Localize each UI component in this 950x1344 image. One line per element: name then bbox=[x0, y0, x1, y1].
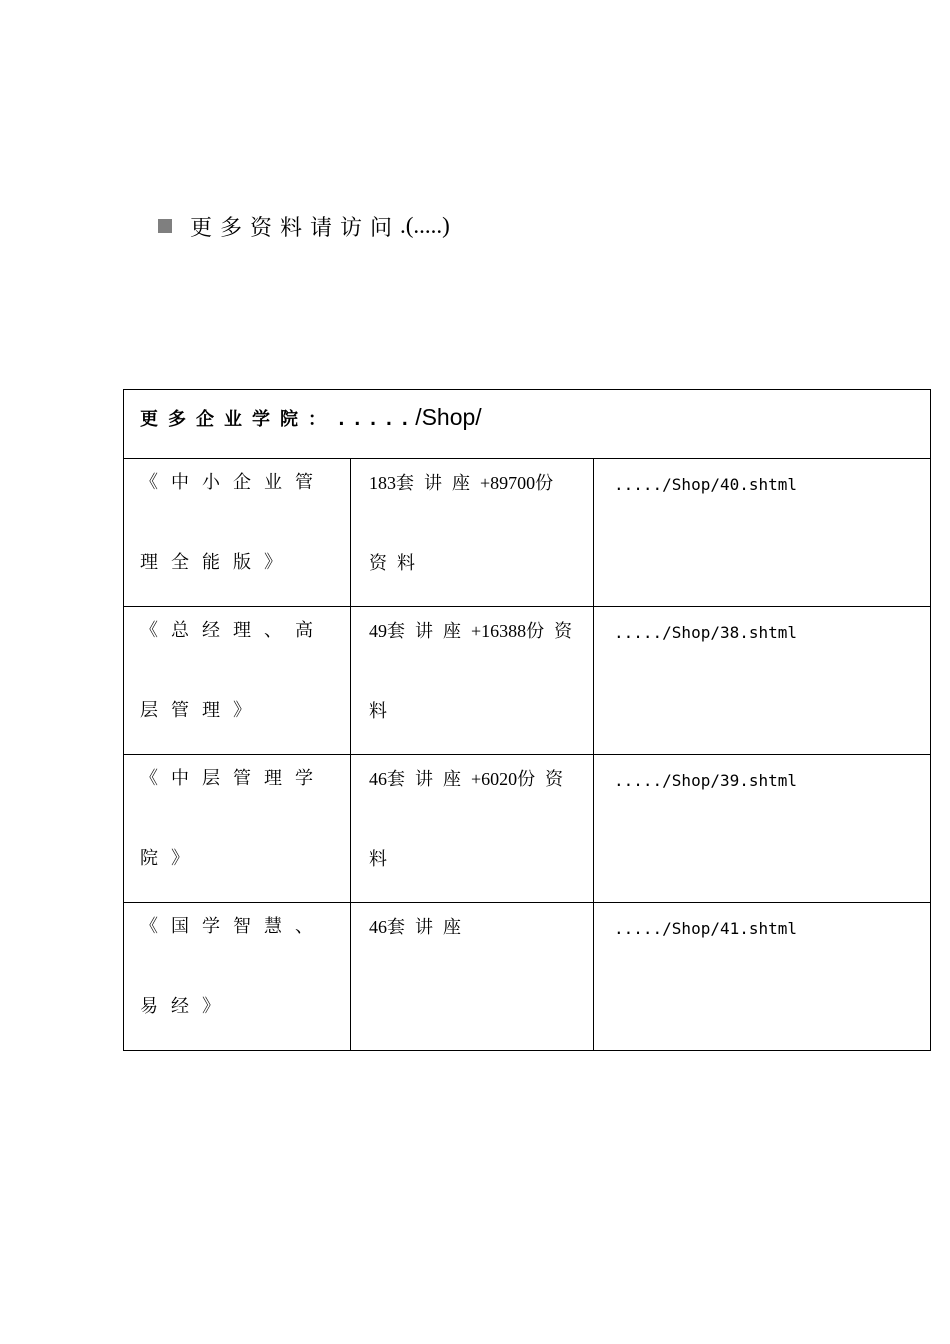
material-unit: 份资料 bbox=[369, 769, 574, 870]
course-name: 《中层管理学院》 bbox=[140, 768, 326, 869]
header-link-dots: ..... bbox=[336, 409, 416, 430]
header-link-path: /Shop/ bbox=[415, 404, 482, 430]
course-url-cell bbox=[594, 755, 931, 903]
header-link[interactable] bbox=[336, 404, 482, 431]
material-count: +16388 bbox=[471, 621, 527, 641]
course-url[interactable]: ...../Shop/40.shtml bbox=[614, 475, 798, 494]
lecture-unit: 套讲座 bbox=[387, 769, 471, 790]
lecture-count: 46 bbox=[369, 769, 387, 789]
table-row bbox=[124, 755, 931, 903]
table-row bbox=[124, 459, 931, 607]
course-desc-cell bbox=[351, 903, 594, 1051]
course-name-cell bbox=[124, 459, 351, 607]
lecture-unit: 套讲座 bbox=[387, 917, 471, 938]
notice-link[interactable]: .(.....) bbox=[400, 213, 450, 238]
course-url[interactable]: ...../Shop/41.shtml bbox=[614, 919, 798, 938]
course-name: 《国学智慧、易经》 bbox=[140, 916, 326, 1017]
material-unit: 份资料 bbox=[369, 473, 564, 574]
table-row bbox=[124, 607, 931, 755]
material-unit: 份资料 bbox=[369, 621, 583, 722]
course-table bbox=[123, 389, 931, 1051]
lecture-count: 183 bbox=[369, 473, 396, 493]
course-desc-cell bbox=[351, 755, 594, 903]
header-label: 更多企业学院： bbox=[140, 409, 336, 430]
lecture-unit: 套讲座 bbox=[387, 621, 471, 642]
course-url-cell bbox=[594, 607, 931, 755]
lecture-count: 49 bbox=[369, 621, 387, 641]
notice-text: 更多资料请访问 bbox=[190, 215, 401, 241]
course-name-cell bbox=[124, 903, 351, 1051]
material-count: +6020 bbox=[471, 769, 518, 789]
course-desc-cell bbox=[351, 459, 594, 607]
course-name: 《中小企业管理全能版》 bbox=[140, 472, 326, 573]
course-url-cell bbox=[594, 903, 931, 1051]
course-desc-cell bbox=[351, 607, 594, 755]
lecture-unit: 套讲座 bbox=[396, 473, 480, 494]
resource-notice bbox=[158, 210, 450, 242]
course-name-cell bbox=[124, 755, 351, 903]
course-name: 《总经理、高层管理》 bbox=[140, 620, 326, 721]
course-url[interactable]: ...../Shop/39.shtml bbox=[614, 771, 798, 790]
course-name-cell bbox=[124, 607, 351, 755]
bullet-square-icon bbox=[158, 219, 172, 233]
course-url-cell bbox=[594, 459, 931, 607]
course-url[interactable]: ...../Shop/38.shtml bbox=[614, 623, 798, 642]
table-row bbox=[124, 903, 931, 1051]
material-count: +89700 bbox=[480, 473, 536, 493]
lecture-count: 46 bbox=[369, 917, 387, 937]
